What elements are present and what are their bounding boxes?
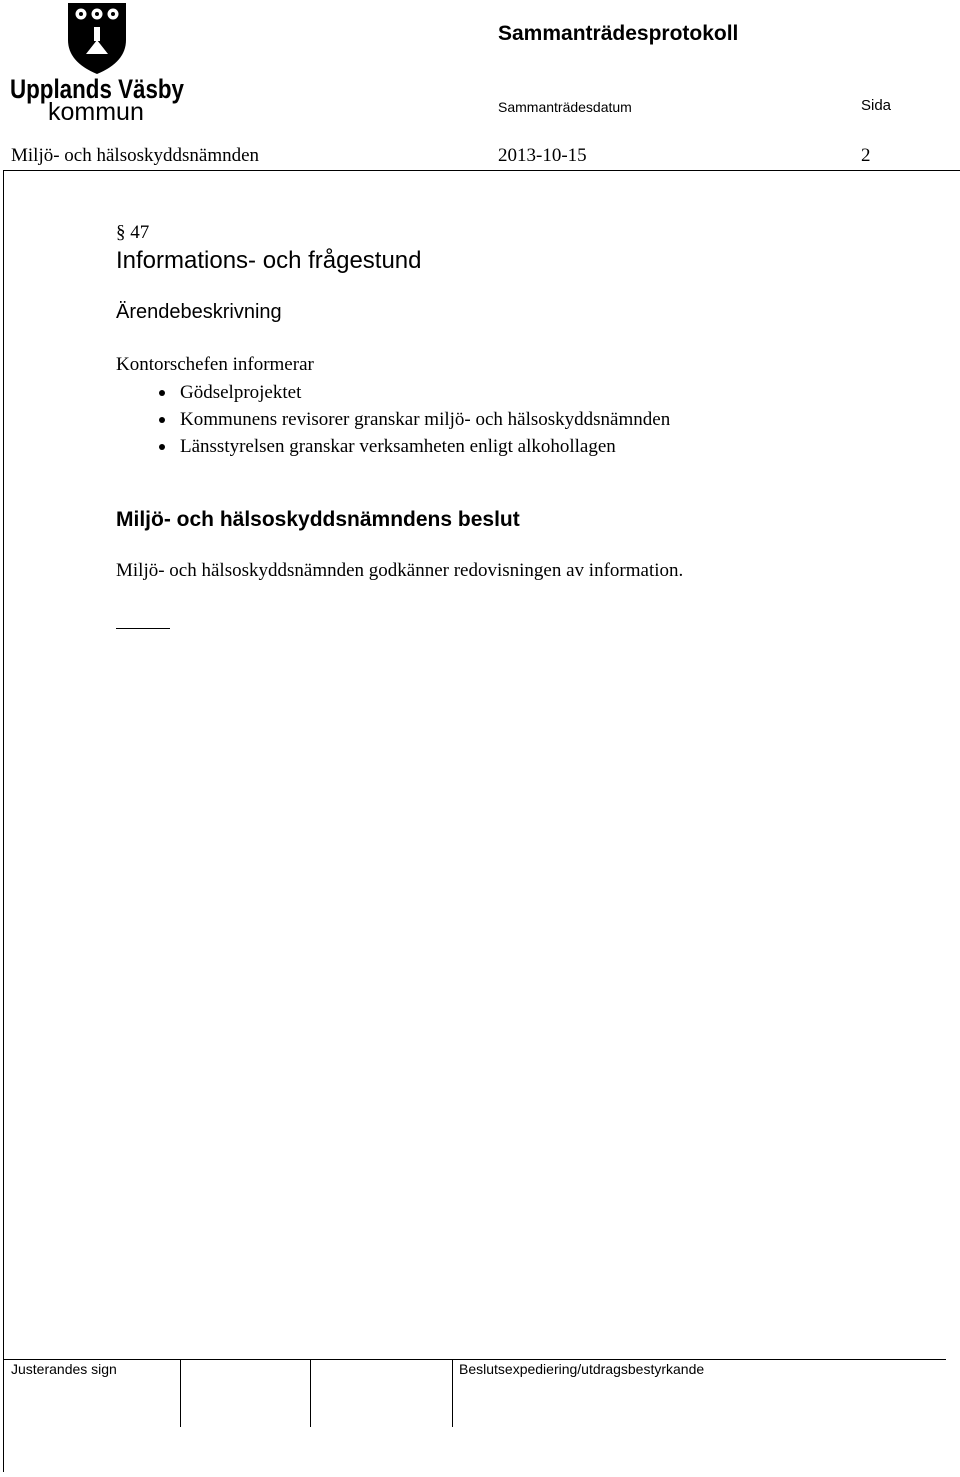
expedite-label: Beslutsexpediering/utdragsbestyrkande [459,1361,705,1377]
bullet-icon [159,417,165,423]
end-rule [116,628,170,629]
coat-of-arms-icon [68,3,126,74]
footer-divider [3,1359,946,1360]
section-number: § 47 [116,222,150,243]
logo-name: Upplands Väsby [10,74,184,104]
decision-heading: Miljö- och hälsoskyddsnämndens beslut [116,508,520,531]
signature-box-divider [452,1359,453,1427]
municipality-logo [6,2,186,124]
meeting-date: 2013-10-15 [498,145,587,166]
signature-box-divider [310,1359,311,1427]
signature-label: Justerandes sign [11,1361,117,1377]
bullet-icon [159,390,165,396]
list-item: Gödselprojektet [116,381,670,408]
description-heading: Ärendebeskrivning [116,301,282,323]
header-divider [3,170,960,171]
decision-text: Miljö- och hälsoskyddsnämnden godkänner redovisningen av information. [116,560,684,581]
committee-name: Miljö- och hälsoskyddsnämnden [11,145,260,166]
section-title: Informations- och frågestund [116,247,422,274]
meeting-date-label: Sammanträdesdatum [498,99,632,115]
intro-text: Kontorschefen informerar [116,354,314,375]
bullet-icon [159,444,165,450]
logo-kommun: kommun [48,98,144,126]
left-margin-line [3,170,4,1472]
signature-box-divider [180,1359,181,1427]
page-number: 2 [861,145,871,166]
list-item: Kommunens revisorer granskar miljö- och hälsoskyddsnämnden [116,408,670,435]
list-item: Länsstyrelsen granskar verksamheten enligt alkohollagen [116,435,670,462]
page-label: Sida [861,97,892,114]
document-title: Sammanträdesprotokoll [498,22,739,45]
info-list [116,381,670,462]
